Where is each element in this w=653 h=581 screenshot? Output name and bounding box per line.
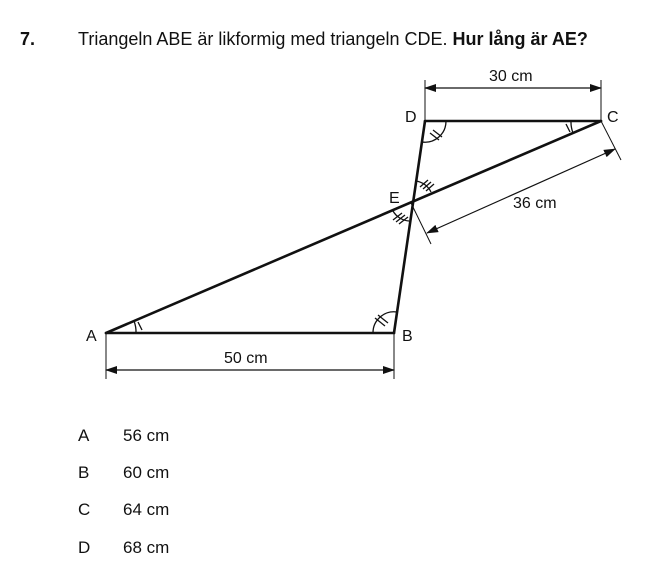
option-b[interactable] (78, 463, 169, 483)
angle-mark-e-lower (393, 211, 409, 221)
measure-ec: 36 cm (513, 195, 557, 212)
option-d[interactable] (78, 538, 169, 558)
point-label-d: D (405, 109, 417, 126)
question-text-bold: Hur lång är AE? (452, 29, 588, 49)
option-c[interactable] (78, 500, 169, 520)
point-label-b: B (402, 328, 413, 345)
point-label-c: C (607, 109, 619, 126)
angle-mark-e-upper (416, 181, 431, 192)
question-text-plain: Triangeln ABE är likformig med triangeln CDE. (78, 29, 453, 49)
option-letter: A (78, 426, 90, 445)
question-number: 7. (20, 29, 36, 49)
option-value: 68 cm (123, 538, 170, 557)
option-value: 56 cm (123, 426, 170, 445)
dimension-ec (427, 149, 615, 233)
point-label-e: E (389, 190, 400, 207)
measure-ab: 50 cm (224, 350, 268, 367)
line-db (394, 121, 425, 333)
option-letter: C (78, 500, 91, 519)
option-value: 60 cm (123, 463, 170, 482)
option-letter: D (78, 538, 91, 557)
point-label-a: A (86, 328, 97, 345)
measure-dc: 30 cm (489, 68, 533, 85)
angle-mark-a (134, 321, 136, 333)
option-a[interactable] (78, 426, 169, 446)
angle-mark-c (571, 121, 573, 133)
option-letter: B (78, 463, 90, 482)
option-value: 64 cm (123, 500, 170, 519)
line-ac (106, 121, 601, 333)
